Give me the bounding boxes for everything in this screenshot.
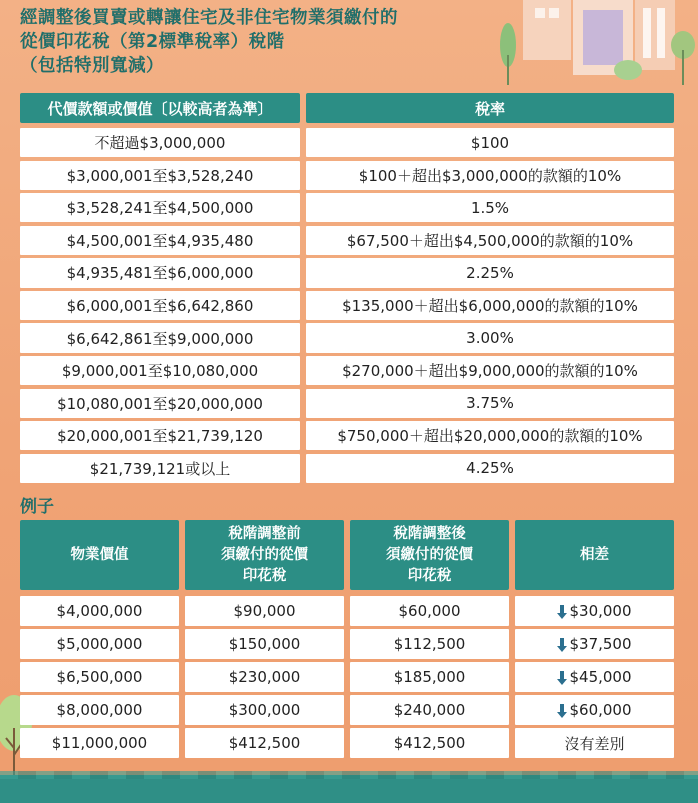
header-property-value: 物業價值 xyxy=(20,520,179,590)
down-arrow-icon xyxy=(557,671,567,685)
rate-cell: 3.75% xyxy=(306,389,674,418)
table-row xyxy=(20,323,674,352)
table-row xyxy=(20,629,674,659)
consideration-cell: $21,739,121或以上 xyxy=(20,454,300,483)
duty-before-cell: $300,000 xyxy=(185,695,344,725)
header-duty-after: 稅階調整後 須繳付的從價 印花稅 xyxy=(350,520,509,590)
consideration-cell: $10,080,001至$20,000,000 xyxy=(20,389,300,418)
rate-cell: $270,000＋超出$9,000,000的款額的10% xyxy=(306,356,674,385)
rate-cell: 3.00% xyxy=(306,323,674,352)
consideration-cell: 不超過$3,000,000 xyxy=(20,128,300,157)
rate-table-header xyxy=(20,93,674,123)
title-line-1: 經調整後買賣或轉讓住宅及非住宅物業須繳付的 xyxy=(20,8,398,28)
duty-before-cell: $90,000 xyxy=(185,596,344,626)
property-value-cell: $11,000,000 xyxy=(20,728,179,758)
consideration-cell: $20,000,001至$21,739,120 xyxy=(20,421,300,450)
property-value-cell: $8,000,000 xyxy=(20,695,179,725)
example-title: 例子 xyxy=(20,497,54,517)
rate-cell: $750,000＋超出$20,000,000的款額的10% xyxy=(306,421,674,450)
difference-cell xyxy=(515,629,674,659)
table-row xyxy=(20,421,674,450)
title-line-2: 從價印花稅（第2標準稅率）稅階 xyxy=(20,32,285,52)
rate-cell: 1.5% xyxy=(306,193,674,222)
difference-cell xyxy=(515,596,674,626)
table-row xyxy=(20,258,674,287)
consideration-cell: $6,000,001至$6,642,860 xyxy=(20,291,300,320)
consideration-cell: $3,528,241至$4,500,000 xyxy=(20,193,300,222)
header-difference: 相差 xyxy=(515,520,674,590)
down-arrow-icon xyxy=(557,704,567,718)
duty-after-cell: $60,000 xyxy=(350,596,509,626)
header-duty-before: 稅階調整前 須繳付的從價 印花稅 xyxy=(185,520,344,590)
duty-before-cell: $150,000 xyxy=(185,629,344,659)
table-row xyxy=(20,161,674,190)
header-rate: 稅率 xyxy=(306,93,674,123)
table-row xyxy=(20,356,674,385)
difference-value: $30,000 xyxy=(569,601,632,620)
rate-cell: 4.25% xyxy=(306,454,674,483)
table-row xyxy=(20,596,674,626)
table-row xyxy=(20,193,674,222)
table-row xyxy=(20,728,674,758)
duty-before-cell: $412,500 xyxy=(185,728,344,758)
rate-cell: $100＋超出$3,000,000的款額的10% xyxy=(306,161,674,190)
difference-value: $37,500 xyxy=(569,634,632,653)
consideration-cell: $4,935,481至$6,000,000 xyxy=(20,258,300,287)
down-arrow-icon xyxy=(557,605,567,619)
consideration-cell: $9,000,001至$10,080,000 xyxy=(20,356,300,385)
duty-before-cell: $230,000 xyxy=(185,662,344,692)
difference-cell xyxy=(515,662,674,692)
difference-value: $60,000 xyxy=(569,701,632,720)
page-title xyxy=(20,6,490,78)
duty-after-cell: $412,500 xyxy=(350,728,509,758)
duty-after-cell: $112,500 xyxy=(350,629,509,659)
consideration-cell: $4,500,001至$4,935,480 xyxy=(20,226,300,255)
duty-after-cell: $185,000 xyxy=(350,662,509,692)
property-value-cell: $5,000,000 xyxy=(20,629,179,659)
property-value-cell: $6,500,000 xyxy=(20,662,179,692)
rate-cell: $67,500＋超出$4,500,000的款額的10% xyxy=(306,226,674,255)
rate-cell: $135,000＋超出$6,000,000的款額的10% xyxy=(306,291,674,320)
difference-cell xyxy=(515,695,674,725)
rate-table xyxy=(20,93,674,486)
table-row xyxy=(20,291,674,320)
table-row xyxy=(20,454,674,483)
duty-after-cell: $240,000 xyxy=(350,695,509,725)
table-row xyxy=(20,389,674,418)
title-line-3: （包括特別寬減） xyxy=(20,56,164,76)
example-table-header xyxy=(20,520,674,590)
difference-value: $45,000 xyxy=(569,667,632,686)
bottom-band xyxy=(0,775,698,803)
table-row xyxy=(20,695,674,725)
table-row xyxy=(20,128,674,157)
rate-cell: $100 xyxy=(306,128,674,157)
header-consideration: 代價款額或價值〔以較高者為準〕 xyxy=(20,93,300,123)
rate-cell: 2.25% xyxy=(306,258,674,287)
buildings-illustration xyxy=(483,0,698,90)
consideration-cell: $6,642,861至$9,000,000 xyxy=(20,323,300,352)
down-arrow-icon xyxy=(557,638,567,652)
table-row xyxy=(20,662,674,692)
difference-cell: 沒有差別 xyxy=(515,728,674,758)
example-table xyxy=(20,520,674,761)
table-row xyxy=(20,226,674,255)
property-value-cell: $4,000,000 xyxy=(20,596,179,626)
consideration-cell: $3,000,001至$3,528,240 xyxy=(20,161,300,190)
